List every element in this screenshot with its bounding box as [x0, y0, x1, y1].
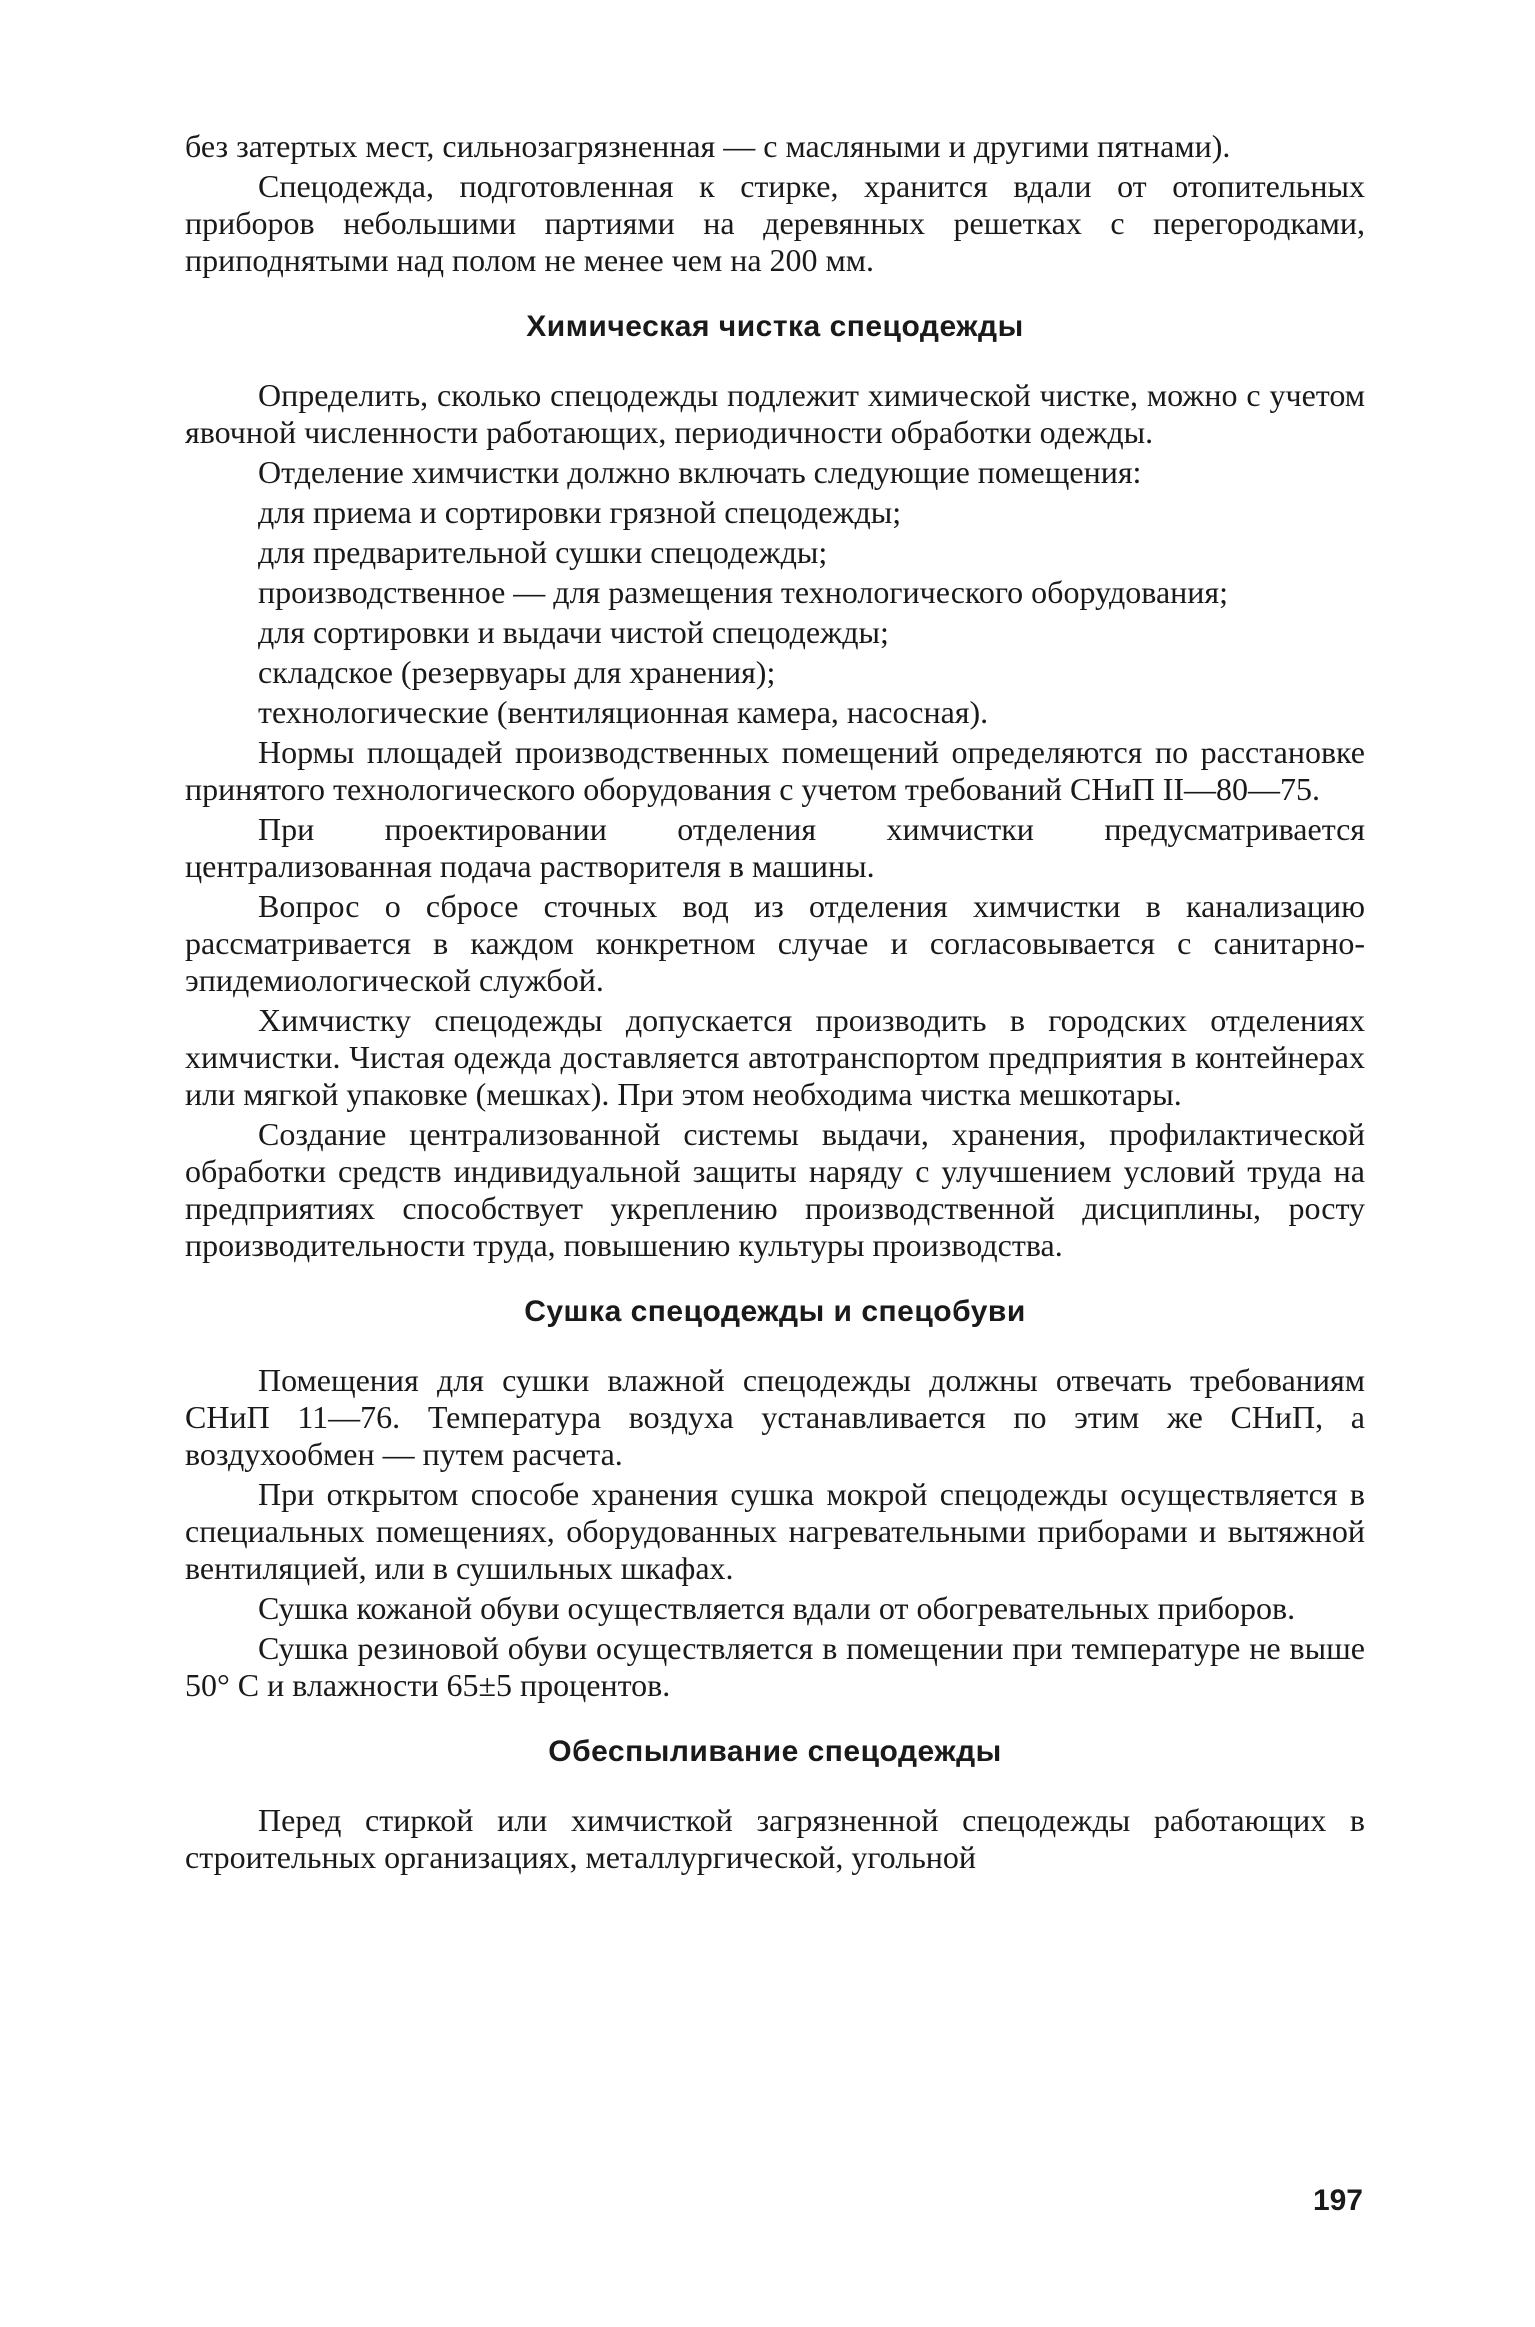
list-item: для предварительной сушки спецодежды; [258, 534, 828, 570]
paragraph: Вопрос о сбросе сточных вод из отделения химчистки в канализацию рассматривается в каждом конкретном случае и согласовывается с санитарно-эпидемиологической службой. [185, 888, 1365, 998]
paragraph: Сушка резиновой обуви осуществляется в помещении при температуре не выше 50° С и влажности 65±5 процентов. [185, 1630, 1365, 1703]
section-heading: Сушка спецодежды и спецобуви [524, 1295, 1026, 1328]
list-item: технологические (вентиляционная камера, насосная). [258, 694, 989, 730]
paragraph: Отделение химчистки должно включать следующие помещения: [258, 454, 1142, 490]
paragraph: Помещения для сушки влажной спецодежды должны отвечать требованиям СНиП 11—76. Температура воздуха устанавливается по этим же СНиП, а воздухообмен — путем расчета. [185, 1362, 1365, 1472]
list-item: производственное — для размещения технологического оборудования; [258, 574, 1229, 610]
paragraph: Перед стиркой или химчисткой загрязненной спецодежды работающих в строительных организациях, металлургической, угольной [185, 1802, 1365, 1875]
paragraph: Определить, сколько спецодежды подлежит химической чистке, можно с учетом явочной численности работающих, периодичности обработки одежды. [185, 377, 1365, 450]
list-item: для сортировки и выдачи чистой спецодежды; [258, 614, 889, 650]
list-item: для приема и сортировки грязной спецодежды; [258, 494, 902, 530]
paragraph: Спецодежда, подготовленная к стирке, хранится вдали от отопительных приборов небольшими партиями на деревянных решетках с перегородками, приподнятыми над полом не менее чем на 200 мм. [185, 168, 1365, 278]
paragraph: Создание централизованной системы выдачи, хранения, профилактической обработки средств индивидуальной защиты наряду с улучшением условий труда на предприятиях способствует укреплению производственной дисциплины, росту производительности труда, повышению культуры производства. [185, 1116, 1365, 1263]
section-heading: Химическая чистка спецодежды [526, 310, 1024, 343]
list-item: складское (резервуары для хранения); [258, 654, 776, 690]
page-body [185, 128, 1365, 1879]
paragraph: Сушка кожаной обуви осуществляется вдали от обогревательных приборов. [258, 1590, 1296, 1626]
paragraph: При открытом способе хранения сушка мокрой спецодежды осуществляется в специальных помещениях, оборудованных нагревательными приборами и вытяжной вентиляцией, или в сушильных шкафах. [185, 1476, 1365, 1586]
page-number: 197 [1312, 2184, 1363, 2217]
paragraph: без затертых мест, сильнозагрязненная — с масляными и другими пятнами). [185, 128, 1231, 164]
paragraph: Химчистку спецодежды допускается производить в городских отделениях химчистки. Чистая одежда доставляется автотранспортом предприятия в контейнерах или мягкой упаковке (мешках). При этом необходима чистка мешкотары. [185, 1002, 1365, 1112]
section-heading: Обеспыливание спецодежды [548, 1735, 1002, 1768]
paragraph: При проектировании отделения химчистки предусматривается централизованная подача растворителя в машины. [185, 811, 1365, 884]
paragraph: Нормы площадей производственных помещений определяются по расстановке принятого технологического оборудования с учетом требований СНиП II—80—75. [185, 734, 1365, 807]
